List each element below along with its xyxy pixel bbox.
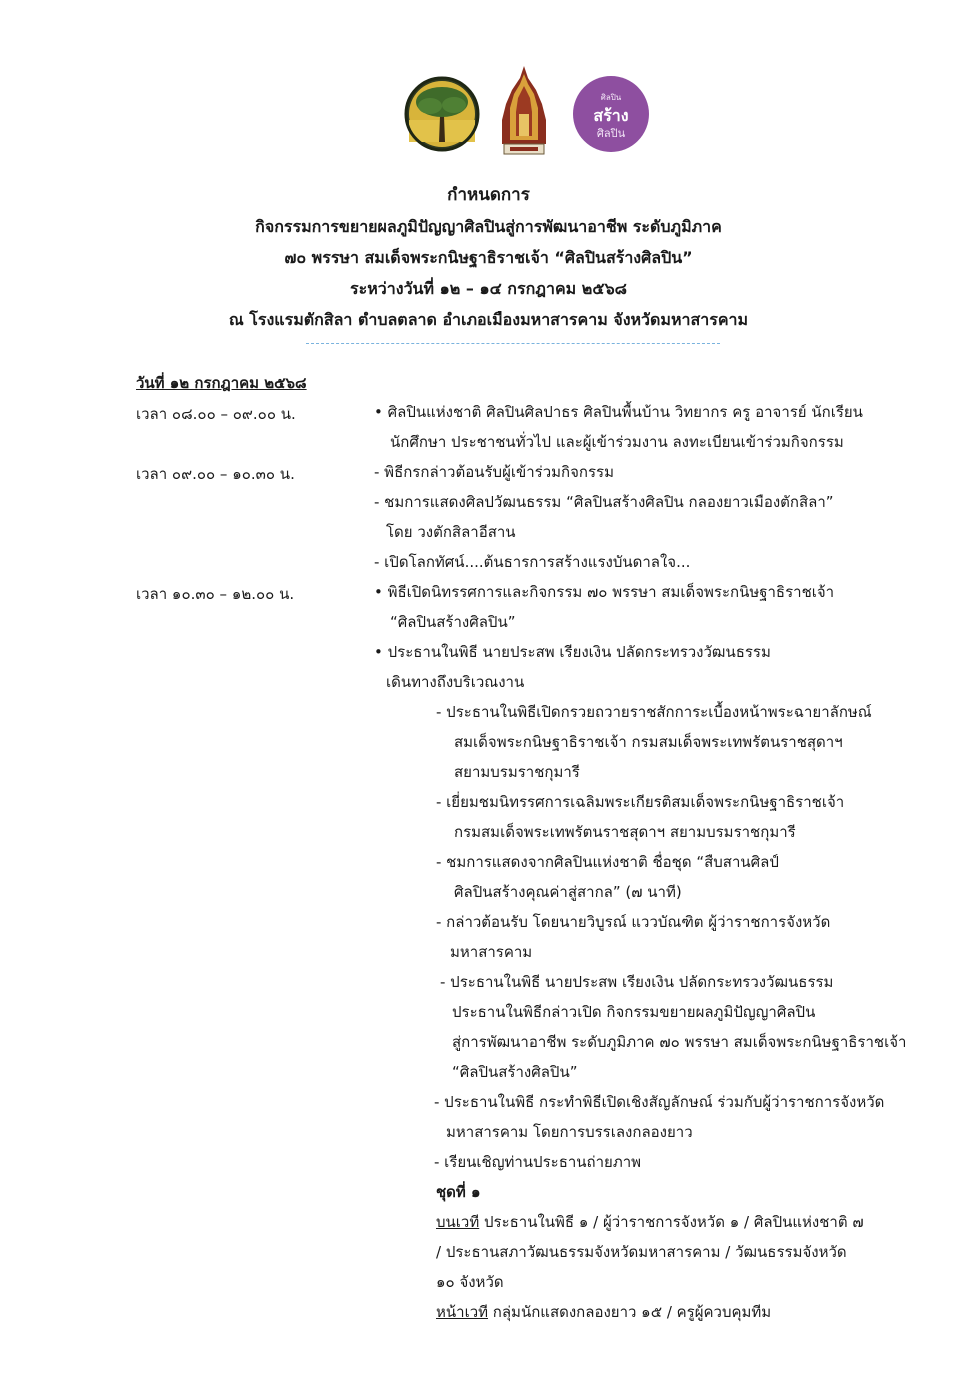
svg-text:ศิลปิน: ศิลปิน: [600, 93, 622, 102]
schedule-line-frontstage: [436, 1302, 771, 1322]
schedule-line: สมเด็จพระกนิษฐาธิราชเจ้า กรมสมเด็จพระเทพรัตนราชสุดาฯ: [454, 733, 843, 751]
header-line-occasion: ๗๐ พรรษา สมเด็จพระกนิษฐาธิราชเจ้า “ศิลปินสร้างศิลปิน”: [284, 248, 693, 267]
schedule-line: - เปิดโลกทัศน์....ต้นธารการสร้างแรงบันดาลใจ...: [374, 553, 691, 571]
schedule-line: สู่การพัฒนาอาชีพ ระดับภูมิภาค ๗๐ พรรษา สมเด็จพระกนิษฐาธิราชเจ้า: [452, 1033, 907, 1051]
schedule-line: โดย วงตักสิลาอีสาน: [386, 523, 516, 541]
header-line-activity: กิจกรรมการขยายผลภูมิปัญญาศิลปินสู่การพัฒนาอาชีพ ระดับภูมิภาค: [255, 217, 722, 236]
purple-circle-logo-icon: [572, 75, 650, 153]
header-line-dates: ระหว่างวันที่ ๑๒ – ๑๔ กรกฎาคม ๒๕๖๘: [350, 279, 627, 298]
schedule-line: • ประธานในพิธี นายประสพ เรียงเงิน ปลัดกระทรวงวัฒนธรรม: [374, 643, 771, 661]
schedule-line: - พิธีกรกล่าวต้อนรับผู้เข้าร่วมกิจกรรม: [374, 463, 614, 481]
onstage-text: ประธานในพิธี ๑ / ผู้ว่าราชการจังหวัด ๑ / ศิลปินแห่งชาติ ๗: [479, 1213, 864, 1231]
schedule-line: เดินทางถึงบริเวณงาน: [386, 673, 525, 691]
header-line-venue: ณ โรงแรมตักสิลา ตำบลตลาด อำเภอเมืองมหาสารคาม จังหวัดมหาสารคาม: [228, 310, 749, 329]
schedule-line: - ประธานในพิธี กระทำพิธีเปิดเชิงสัญลักษณ์ ร่วมกับผู้ว่าราชการจังหวัด: [434, 1093, 885, 1111]
schedule-line: - เรียนเชิญท่านประธานถ่ายภาพ: [434, 1153, 642, 1171]
document-header: [0, 180, 977, 335]
logo-row: [0, 64, 977, 164]
page-title: กำหนดการ: [447, 185, 530, 205]
day-title: วันที่ ๑๒ กรกฎาคม ๒๕๖๘: [136, 374, 307, 392]
schedule-line: ๑๐ จังหวัด: [436, 1273, 504, 1291]
schedule-line: ประธานในพิธีกล่าวเปิด กิจกรรมขยายผลภูมิปัญญาศิลปิน: [452, 1003, 816, 1021]
schedule-line: มหาสารคาม โดยการบรรเลงกลองยาว: [446, 1123, 693, 1141]
schedule-line: “ศิลปินสร้างศิลปิน”: [390, 613, 516, 631]
schedule-line: • ศิลปินแห่งชาติ ศิลปินศิลปาธร ศิลปินพื้นบ้าน วิทยากร ครู อาจารย์ นักเรียน: [374, 403, 863, 421]
time-slot: เวลา ๑๐.๓๐ – ๑๒.๐๐ น.: [136, 585, 295, 603]
schedule-line: - ประธานในพิธีเปิดกรวยถวายราชสักการะเบื้องหน้าพระฉายาลักษณ์: [436, 703, 872, 721]
time-slot: เวลา ๐๙.๐๐ – ๑๐.๓๐ น.: [136, 465, 295, 483]
schedule-line: ศิลปินสร้างคุณค่าสู่สากล” (๗ นาที): [454, 883, 682, 901]
schedule-line: “ศิลปินสร้างศิลปิน”: [452, 1063, 578, 1081]
schedule-line: • พิธีเปิดนิทรรศการและกิจกรรม ๗๐ พรรษา สมเด็จพระกนิษฐาธิราชเจ้า: [374, 583, 835, 601]
schedule-line: มหาสารคาม: [450, 943, 533, 961]
frontstage-text: กลุ่มนักแสดงกลองยาว ๑๕ / ครูผู้ควบคุมทีม: [488, 1303, 772, 1321]
schedule-line: - ชมการแสดงจากศิลปินแห่งชาติ ชื่อชุด “สืบสานศิลป์: [436, 853, 779, 871]
schedule-line: กรมสมเด็จพระเทพรัตนราชสุดาฯ สยามบรมราชกุมารี: [454, 823, 796, 841]
schedule-line: - กล่าวต้อนรับ โดยนายวิบูรณ์ แววบัณฑิต ผู้ว่าราชการจังหวัด: [436, 913, 831, 931]
schedule-line: - เยี่ยมชมนิทรรศการเฉลิมพระเกียรติสมเด็จพระกนิษฐาธิราชเจ้า: [436, 793, 845, 811]
svg-text:ศิลปิน: ศิลปิน: [596, 127, 626, 140]
schedule-line: / ประธานสภาวัฒนธรรมจังหวัดมหาสารคาม / วัฒนธรรมจังหวัด: [436, 1243, 847, 1261]
time-slot: เวลา ๐๘.๐๐ – ๐๙.๐๐ น.: [136, 405, 296, 423]
svg-text:สร้าง: สร้าง: [593, 106, 629, 125]
schedule-line: - ประธานในพิธี นายประสพ เรียงเงิน ปลัดกระทรวงวัฒนธรรม: [440, 973, 834, 991]
thai-pavilion-emblem-icon: [498, 64, 550, 158]
schedule-line: สยามบรมราชกุมารี: [454, 763, 580, 781]
bodhi-tree-emblem-icon: [404, 76, 480, 152]
schedule-line: - ชมการแสดงศิลปวัฒนธรรม “ศิลปินสร้างศิลปิน กลองยาวเมืองตักสิลา”: [374, 493, 834, 511]
divider: [306, 343, 720, 344]
frontstage-label: หน้าเวที: [436, 1303, 489, 1321]
set-heading: ชุดที่ ๑: [436, 1183, 481, 1201]
schedule-line: นักศึกษา ประชาชนทั่วไป และผู้เข้าร่วมงาน ลงทะเบียนเข้าร่วมกิจกรรม: [390, 433, 844, 451]
schedule-line-onstage: [436, 1212, 864, 1232]
onstage-label: บนเวที: [436, 1213, 480, 1231]
